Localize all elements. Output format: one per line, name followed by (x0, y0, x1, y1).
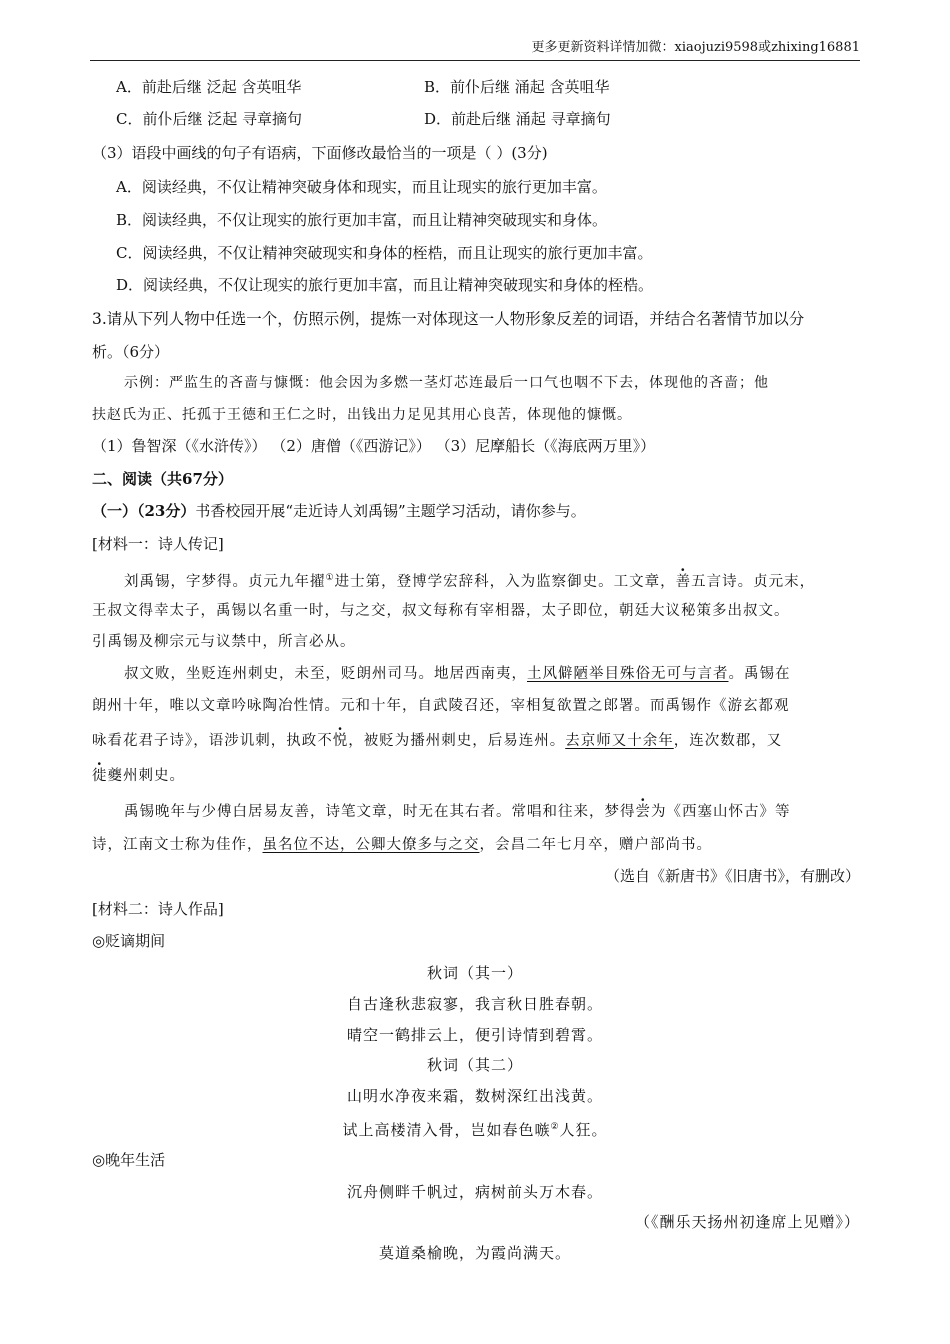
bio-text: 进士第，登博学宏辞科，入为监察御史。工文章， (334, 573, 676, 590)
poem1-title: 秋词（其一） (426, 964, 523, 982)
q3-stem: （3）语段中画线的句子有语病，下面修改最恰当的一项是（ ）(3分) (92, 144, 548, 162)
q3-option-a: A．阅读经典，不仅让精神突破身体和现实，而且让现实的旅行更加丰富。 (116, 178, 607, 196)
dotted-char: 悦 (332, 733, 349, 749)
period-late-label: ◎晚年生活 (92, 1151, 166, 1169)
q4-stem-line1: 3.请从下列人物中任选一个，仿照示例，提炼一对体现这一人物形象反差的词语，并结合名著情节加以分 (92, 310, 805, 328)
q3-option-d: D．阅读经典，不仅让现实的旅行更加丰富，而且让精神突破现实和身体的桎梏。 (116, 276, 654, 294)
bio-text: 五言诗。贞元末， (691, 573, 816, 590)
bio-p2-line2: 朗州十年，唯以文章吟咏陶冶性情。元和十年，自武陵召还，宰相复欲置之郎署。而禹锡作《游玄都观 (92, 698, 790, 714)
bio-text: 咏看花君子诗》，语涉讥刺，执政不 (92, 733, 333, 749)
bio-p1-line3: 引禹锡及柳宗元与议禁中，所言必从。 (92, 634, 356, 650)
footnote-mark: ② (550, 1122, 560, 1132)
period-exile-label: ◎贬谪期间 (92, 932, 166, 950)
bio-p1-line2: 王叔文得幸太子，禹锡以名重一时，与之交，叔文每称有宰相器，太子即位，朝廷大议秘策多出叔文。 (92, 603, 790, 619)
bio-text: 叔文败，坐贬连州刺史，未至，贬朗州司马。地居西南夷， (124, 666, 527, 682)
bio-p3-line1 (124, 801, 791, 823)
bio-p1-line1 (124, 567, 815, 593)
q4-choices: （1）鲁智深（《水浒传》） （2）唐僧（《西游记》） （3）尼摩船长（《海底两万里》） (92, 437, 656, 455)
bio-source: （选自《新唐书》《旧唐书》，有删改） (604, 867, 860, 885)
bio-text: ，连次数郡，又 (673, 733, 783, 749)
q4-example-line2: 扶赵氏为正、托孤于王德和王仁之时，出钱出力足见其用心良苦，体现他的慷慨。 (92, 407, 632, 423)
bio-text: 夔州刺史。 (107, 768, 185, 784)
bio-text: ，会昌二年七月卒，赠户部尚书。 (479, 837, 712, 853)
underlined-text: 虽名位不达，公卿大僚多与之交 (262, 837, 480, 853)
dotted-char: 尝 (635, 804, 651, 820)
bio-text: 。禹锡在 (728, 666, 791, 682)
poem1-line2: 晴空一鹤排云上，便引诗情到碧霄。 (346, 1026, 603, 1044)
footnote-mark: ① (325, 573, 335, 583)
bio-text: 为《西塞山怀古》等 (651, 804, 791, 820)
dotted-char: 徙 (92, 768, 108, 784)
q4-example-line1: 示例：严监生的吝啬与慷慨：他会因为多燃一茎灯芯连最后一口气也咽不下去，体现他的吝啬；他 (124, 375, 769, 391)
option-a: A．前赴后继 泛起 含英咀华 (116, 78, 302, 96)
option-d: D．前赴后继 涌起 寻章摘句 (424, 110, 611, 128)
part1-number: （一）（23分） (92, 502, 196, 520)
poem3-line1: 沉舟侧畔千帆过，病树前头万木春。 (346, 1183, 603, 1201)
page-header (90, 38, 860, 61)
poem2-line1: 山明水净夜来霜，数树深红出浅黄。 (346, 1087, 603, 1105)
bio-p3-line2 (92, 834, 712, 856)
underlined-text: 土风僻陋举目殊俗无可与言者 (527, 666, 729, 682)
underlined-text: 去京师又十余年 (565, 733, 674, 749)
bio-p2-line4 (92, 765, 185, 787)
bio-text: 诗，江南文士称为佳作， (92, 837, 263, 853)
poem4-line1: 莫道桑榆晚，为霞尚满天。 (378, 1244, 571, 1262)
section-title: 二、阅读（共67分） (92, 470, 233, 488)
part1-heading (92, 500, 586, 522)
bio-p2-line1 (124, 663, 791, 685)
dotted-char: 善 (675, 573, 692, 590)
poem-text: 人狂。 (559, 1121, 608, 1139)
poem2-title: 秋词（其二） (426, 1056, 523, 1074)
option-b: B．前仆后继 涌起 含英咀华 (424, 78, 610, 96)
poem3-source: （《酬乐天扬州初逢席上见赠》） (634, 1213, 860, 1231)
bio-text: 刘禹锡，字梦得。贞元九年擢 (124, 573, 326, 590)
q3-option-c: C．阅读经典，不仅让精神突破现实和身体的桎梏，而且让现实的旅行更加丰富。 (116, 244, 653, 262)
q3-option-b: B．阅读经典，不仅让现实的旅行更加丰富，而且让精神突破现实和身体。 (116, 211, 608, 229)
option-c: C．前仆后继 泛起 寻章摘句 (116, 110, 303, 128)
poem1-line1: 自古逢秋悲寂寥，我言秋日胜春朝。 (346, 995, 603, 1013)
poem-text: 试上高楼清入骨，岂如春色嗾 (342, 1121, 551, 1139)
bio-p2-line3 (92, 730, 782, 752)
poem2-line2 (90, 1116, 860, 1141)
part1-text: 书香校园开展“走近诗人刘禹锡”主题学习活动，请你参与。 (195, 502, 586, 520)
q4-stem-line2: 析。（6分） (92, 343, 170, 361)
bio-text: ，被贬为播州刺史，后易连州。 (348, 733, 566, 749)
material2-label: [材料二：诗人作品] (92, 900, 224, 918)
material1-label: [材料一：诗人传记] (92, 535, 224, 553)
bio-text: 禹锡晚年与少傅白居易友善，诗笔文章，时无在其右者。常唱和往来，梦得 (124, 804, 636, 820)
header-text: 更多更新资料详情加微：xiaojuzi9598或zhixing16881 (531, 40, 860, 55)
